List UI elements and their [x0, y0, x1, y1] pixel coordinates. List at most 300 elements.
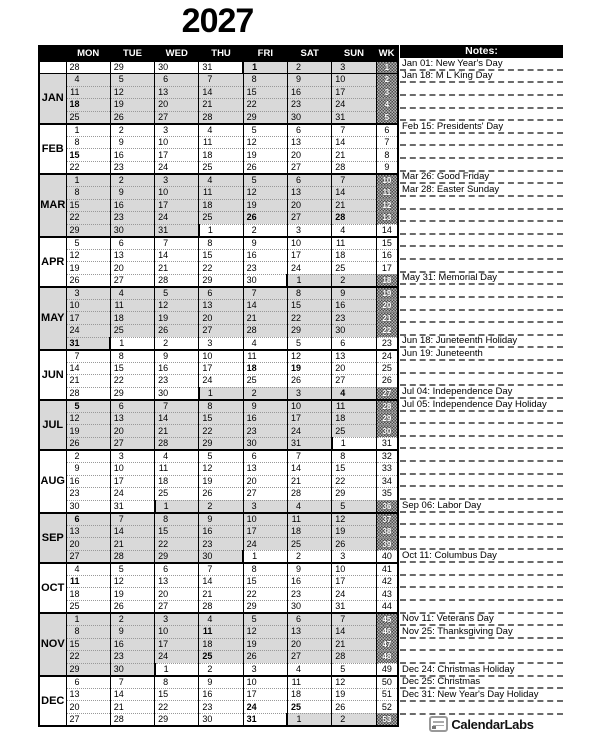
week-number-cell: 4: [376, 99, 398, 112]
date-cell: 29: [243, 111, 287, 124]
date-cell: 16: [243, 412, 287, 425]
date-cell: 14: [110, 525, 154, 538]
note-line-holiday: [400, 58, 563, 71]
calendar-week-row: [39, 575, 398, 588]
weekday-header: MON: [66, 46, 110, 61]
date-cell: 8: [199, 237, 243, 250]
date-cell: 13: [332, 350, 376, 363]
date-cell: 21: [243, 312, 287, 325]
date-cell: 22: [155, 701, 199, 714]
date-cell: 19: [199, 475, 243, 488]
date-cell: 22: [332, 475, 376, 488]
date-cell: 4: [287, 500, 331, 513]
date-cell: 24: [199, 375, 243, 388]
date-cell: 9: [199, 676, 243, 689]
date-cell: 27: [66, 713, 110, 726]
week-number-cell: 30: [376, 425, 398, 438]
week-number-cell: 13: [376, 212, 398, 225]
date-cell: 28: [332, 651, 376, 664]
date-cell: 29: [287, 324, 331, 337]
calendar-table: [38, 45, 399, 727]
date-cell: 19: [332, 525, 376, 538]
date-cell: 12: [332, 676, 376, 689]
date-cell: 27: [287, 212, 331, 225]
date-cell: 31: [155, 224, 199, 237]
week-number-cell: 29: [376, 412, 398, 425]
date-cell: 27: [243, 488, 287, 501]
date-cell: 21: [110, 538, 154, 551]
date-cell: 31: [332, 601, 376, 614]
date-cell: 6: [155, 74, 199, 87]
date-cell: 18: [66, 99, 110, 112]
week-number-cell: 17: [376, 262, 398, 275]
date-cell: 4: [199, 124, 243, 137]
note-line-holiday: [400, 689, 563, 702]
date-cell: 20: [110, 425, 154, 438]
calendar-week-row: [39, 149, 398, 162]
date-cell: 5: [66, 237, 110, 250]
week-number-cell: 22: [376, 324, 398, 337]
date-cell: 13: [155, 86, 199, 99]
note-line-empty: [400, 197, 563, 210]
holiday-note-text: Jan 01: New Year's Day: [402, 58, 503, 69]
note-line-empty: [400, 311, 563, 324]
date-cell: 30: [287, 601, 331, 614]
note-line-holiday: [400, 273, 563, 286]
date-cell: 12: [155, 299, 199, 312]
note-line-empty: [400, 424, 563, 437]
date-cell: 6: [66, 676, 110, 689]
date-cell: 3: [199, 337, 243, 350]
note-line-empty: [400, 588, 563, 601]
month-label-may: MAY: [39, 287, 66, 350]
date-cell: 25: [155, 488, 199, 501]
date-cell: 26: [199, 488, 243, 501]
date-cell: 19: [287, 362, 331, 375]
note-line-empty: [400, 298, 563, 311]
date-cell: 21: [66, 375, 110, 388]
calendar-week-row: [39, 450, 398, 463]
date-cell: 11: [66, 86, 110, 99]
note-line-holiday: [400, 614, 563, 627]
date-cell: 24: [287, 425, 331, 438]
notes-header: Notes:: [400, 45, 563, 58]
week-number-cell: 46: [376, 626, 398, 639]
calendar-week-row: [39, 613, 398, 626]
calendar-week-row: [39, 262, 398, 275]
date-cell: 28: [110, 713, 154, 726]
date-cell: 3: [66, 287, 110, 300]
date-cell: 9: [287, 74, 331, 87]
week-number-cell: 42: [376, 575, 398, 588]
date-cell: 24: [287, 262, 331, 275]
date-cell: 26: [110, 601, 154, 614]
date-cell: 7: [332, 174, 376, 187]
calendar-week-row: [39, 701, 398, 714]
date-cell: 31: [66, 337, 110, 350]
date-cell: 16: [332, 299, 376, 312]
date-cell: 21: [155, 262, 199, 275]
week-number-cell: 38: [376, 525, 398, 538]
date-cell: 27: [110, 437, 154, 450]
note-line-empty: [400, 247, 563, 260]
weekday-header: WED: [155, 46, 199, 61]
week-number-cell: 12: [376, 199, 398, 212]
date-cell: 21: [110, 701, 154, 714]
date-cell: 11: [243, 350, 287, 363]
date-cell: 19: [66, 262, 110, 275]
date-cell: 22: [110, 375, 154, 388]
date-cell: 15: [110, 362, 154, 375]
week-number-cell: 21: [376, 312, 398, 325]
date-cell: 28: [287, 488, 331, 501]
date-cell: 29: [332, 488, 376, 501]
date-cell: 30: [155, 387, 199, 400]
week-number-cell: 19: [376, 287, 398, 300]
date-cell: 22: [243, 99, 287, 112]
calendar-week-row: [39, 588, 398, 601]
date-cell: 7: [243, 287, 287, 300]
date-cell: 13: [110, 249, 154, 262]
date-cell: 4: [332, 224, 376, 237]
calendar-header-row: [39, 46, 398, 61]
date-cell: 12: [110, 86, 154, 99]
date-cell: 8: [155, 676, 199, 689]
date-cell: 11: [287, 676, 331, 689]
week-number-cell: 33: [376, 463, 398, 476]
date-cell: 5: [110, 74, 154, 87]
date-cell: 13: [287, 626, 331, 639]
date-cell: 22: [66, 212, 110, 225]
date-cell: 3: [243, 663, 287, 676]
date-cell: 20: [332, 362, 376, 375]
date-cell: 4: [110, 287, 154, 300]
date-cell: 7: [287, 450, 331, 463]
date-cell: 7: [110, 513, 154, 526]
note-line-holiday: [400, 172, 563, 185]
calendar-week-row: [39, 174, 398, 187]
note-line-empty: [400, 487, 563, 500]
date-cell: 29: [199, 274, 243, 287]
date-cell: 25: [199, 212, 243, 225]
date-cell: 1: [332, 437, 376, 450]
date-cell: 5: [332, 663, 376, 676]
date-cell: 19: [66, 425, 110, 438]
note-line-holiday: [400, 677, 563, 690]
date-cell: 10: [332, 74, 376, 87]
date-cell: 22: [155, 538, 199, 551]
date-cell: 6: [332, 337, 376, 350]
holiday-note-text: Jul 04: Independence Day: [402, 386, 513, 397]
calendar-week-row: [39, 475, 398, 488]
date-cell: 26: [66, 437, 110, 450]
date-cell: 22: [199, 425, 243, 438]
date-cell: 2: [287, 61, 331, 74]
calendarlabs-logo[interactable]: [400, 716, 563, 732]
date-cell: 19: [155, 312, 199, 325]
date-cell: 24: [110, 488, 154, 501]
date-cell: 18: [332, 249, 376, 262]
date-cell: 8: [287, 287, 331, 300]
calendar-week-row: [39, 161, 398, 174]
note-line-empty: [400, 513, 563, 526]
calendar-week-row: [39, 638, 398, 651]
date-cell: 17: [155, 149, 199, 162]
calendar-week-row: [39, 74, 398, 87]
date-cell: 23: [287, 588, 331, 601]
week-number-cell: 25: [376, 362, 398, 375]
holiday-note-text: Jul 05: Independence Day Holiday: [402, 398, 547, 410]
weekday-header: SAT: [287, 46, 331, 61]
date-cell: 15: [243, 575, 287, 588]
date-cell: 8: [155, 513, 199, 526]
date-cell: 23: [287, 99, 331, 112]
date-cell: 3: [332, 61, 376, 74]
date-cell: 11: [287, 513, 331, 526]
date-cell: 8: [110, 350, 154, 363]
date-cell: 3: [155, 613, 199, 626]
date-cell: 18: [199, 638, 243, 651]
calendar-week-row: [39, 550, 398, 563]
date-cell: 31: [110, 500, 154, 513]
date-cell: 23: [332, 312, 376, 325]
date-cell: 13: [110, 412, 154, 425]
holiday-note-text: Jun 19: Juneteenth: [402, 348, 483, 359]
date-cell: 2: [243, 224, 287, 237]
date-cell: 5: [199, 450, 243, 463]
holiday-note-text: Nov 25: Thanksgiving Day: [402, 626, 513, 637]
date-cell: 26: [287, 375, 331, 388]
notes-lines: [400, 58, 563, 715]
note-line-empty: [400, 576, 563, 589]
date-cell: 4: [66, 74, 110, 87]
date-cell: 20: [243, 475, 287, 488]
note-line-empty: [400, 437, 563, 450]
date-cell: 17: [110, 475, 154, 488]
week-number-cell: 48: [376, 651, 398, 664]
date-cell: 13: [155, 575, 199, 588]
date-cell: 5: [243, 174, 287, 187]
date-cell: 23: [243, 262, 287, 275]
week-number-cell: 47: [376, 638, 398, 651]
week-number-cell: 35: [376, 488, 398, 501]
date-cell: 31: [199, 61, 243, 74]
date-cell: 1: [287, 713, 331, 726]
date-cell: 14: [66, 362, 110, 375]
date-cell: 31: [287, 437, 331, 450]
holiday-note-text: Dec 25: Christmas: [402, 676, 481, 688]
date-cell: 10: [332, 563, 376, 576]
date-cell: 29: [66, 663, 110, 676]
week-number-cell: 15: [376, 237, 398, 250]
calendar-week-row: [39, 387, 398, 400]
date-cell: 20: [66, 538, 110, 551]
date-cell: 14: [199, 575, 243, 588]
note-line-holiday: [400, 550, 563, 563]
calendar-week-row: [39, 626, 398, 639]
date-cell: 9: [110, 186, 154, 199]
date-cell: 14: [155, 249, 199, 262]
date-cell: 21: [199, 588, 243, 601]
date-cell: 7: [332, 613, 376, 626]
date-cell: 10: [243, 513, 287, 526]
date-cell: 24: [332, 99, 376, 112]
date-cell: 23: [66, 488, 110, 501]
date-cell: 6: [110, 400, 154, 413]
date-cell: 1: [66, 613, 110, 626]
date-cell: 24: [155, 651, 199, 664]
note-line-holiday: [400, 121, 563, 134]
date-cell: 8: [243, 563, 287, 576]
holiday-note-text: Nov 11: Veterans Day: [402, 613, 494, 625]
date-cell: 5: [243, 124, 287, 137]
date-cell: 17: [287, 412, 331, 425]
date-cell: 20: [287, 149, 331, 162]
date-cell: 30: [110, 224, 154, 237]
date-cell: 18: [332, 412, 376, 425]
date-cell: 10: [155, 626, 199, 639]
date-cell: 22: [66, 651, 110, 664]
date-cell: 8: [66, 626, 110, 639]
date-cell: 10: [199, 350, 243, 363]
date-cell: 6: [110, 237, 154, 250]
date-cell: 24: [155, 161, 199, 174]
note-line-empty: [400, 563, 563, 576]
date-cell: 10: [66, 299, 110, 312]
date-cell: 25: [110, 324, 154, 337]
date-cell: 1: [155, 663, 199, 676]
date-cell: 27: [199, 324, 243, 337]
date-cell: 24: [243, 538, 287, 551]
date-cell: 25: [287, 538, 331, 551]
date-cell: 4: [155, 450, 199, 463]
date-cell: 10: [110, 463, 154, 476]
date-cell: 19: [243, 149, 287, 162]
week-number-cell: 34: [376, 475, 398, 488]
date-cell: 3: [155, 124, 199, 137]
note-line-empty: [400, 462, 563, 475]
date-cell: 16: [243, 249, 287, 262]
date-cell: 21: [287, 475, 331, 488]
calendar-week-row: [39, 412, 398, 425]
month-label-mar: MAR: [39, 174, 66, 237]
date-cell: 2: [110, 124, 154, 137]
month-label-jun: JUN: [39, 350, 66, 400]
date-cell: 30: [243, 437, 287, 450]
note-line-empty: [400, 323, 563, 336]
date-cell: 8: [66, 186, 110, 199]
note-line-empty: [400, 361, 563, 374]
weekday-header: THU: [199, 46, 243, 61]
date-cell: 18: [110, 312, 154, 325]
note-line-empty: [400, 538, 563, 551]
date-cell: 20: [155, 99, 199, 112]
date-cell: 5: [287, 337, 331, 350]
date-cell: 26: [66, 274, 110, 287]
date-cell: 31: [332, 111, 376, 124]
month-label-dec: DEC: [39, 676, 66, 726]
holiday-note-text: Mar 26: Good Friday: [402, 171, 490, 183]
calendar-week-row: [39, 224, 398, 237]
note-line-holiday: [400, 348, 563, 361]
calendarlabs-logo-text: CalendarLabs: [451, 716, 534, 732]
date-cell: 27: [66, 550, 110, 563]
week-number-cell: 7: [376, 136, 398, 149]
date-cell: 14: [155, 412, 199, 425]
date-cell: 23: [110, 651, 154, 664]
date-cell: 15: [155, 688, 199, 701]
calendar-week-row: [39, 274, 398, 287]
note-line-empty: [400, 449, 563, 462]
calendar-week-row: [39, 525, 398, 538]
date-cell: 25: [287, 701, 331, 714]
note-line-holiday: [400, 71, 563, 84]
date-cell: 7: [155, 400, 199, 413]
date-cell: 27: [332, 375, 376, 388]
calendar-week-row: [39, 86, 398, 99]
calendar-week-row: [39, 713, 398, 726]
calendar-week-row: [39, 400, 398, 413]
date-cell: 6: [66, 513, 110, 526]
date-cell: 17: [243, 688, 287, 701]
week-number-cell: 36: [376, 500, 398, 513]
week-number-cell: 18: [376, 274, 398, 287]
year-title: 2027: [181, 2, 254, 40]
week-number-cell: 6: [376, 124, 398, 137]
date-cell: 24: [243, 701, 287, 714]
date-cell: 29: [155, 713, 199, 726]
date-cell: 12: [110, 575, 154, 588]
calendar-week-row: [39, 287, 398, 300]
date-cell: 9: [243, 400, 287, 413]
date-cell: 20: [199, 312, 243, 325]
date-cell: 1: [110, 337, 154, 350]
date-cell: 7: [199, 563, 243, 576]
calendar-week-row: [39, 463, 398, 476]
calendar-week-row: [39, 437, 398, 450]
date-cell: 2: [199, 500, 243, 513]
date-cell: 29: [66, 224, 110, 237]
date-cell: 6: [199, 287, 243, 300]
date-cell: 20: [66, 701, 110, 714]
date-cell: 6: [243, 450, 287, 463]
week-number-cell: 45: [376, 613, 398, 626]
date-cell: 10: [287, 400, 331, 413]
note-line-empty: [400, 134, 563, 147]
date-cell: 15: [199, 412, 243, 425]
date-cell: 3: [332, 550, 376, 563]
date-cell: 28: [243, 324, 287, 337]
calendar-week-row: [39, 500, 398, 513]
date-cell: 2: [66, 450, 110, 463]
date-cell: 30: [243, 274, 287, 287]
month-label-jan: JAN: [39, 74, 66, 124]
date-cell: 24: [66, 324, 110, 337]
date-cell: 9: [110, 626, 154, 639]
month-label-feb: FEB: [39, 124, 66, 174]
date-cell: 8: [243, 74, 287, 87]
week-number-cell: 1: [376, 61, 398, 74]
date-cell: 14: [110, 688, 154, 701]
date-cell: 11: [155, 463, 199, 476]
note-line-empty: [400, 639, 563, 652]
calendar-week-row: [39, 237, 398, 250]
date-cell: 7: [332, 124, 376, 137]
calendar-week-row: [39, 312, 398, 325]
calendar-week-row: [39, 99, 398, 112]
date-cell: 28: [66, 61, 110, 74]
date-cell: 18: [243, 362, 287, 375]
